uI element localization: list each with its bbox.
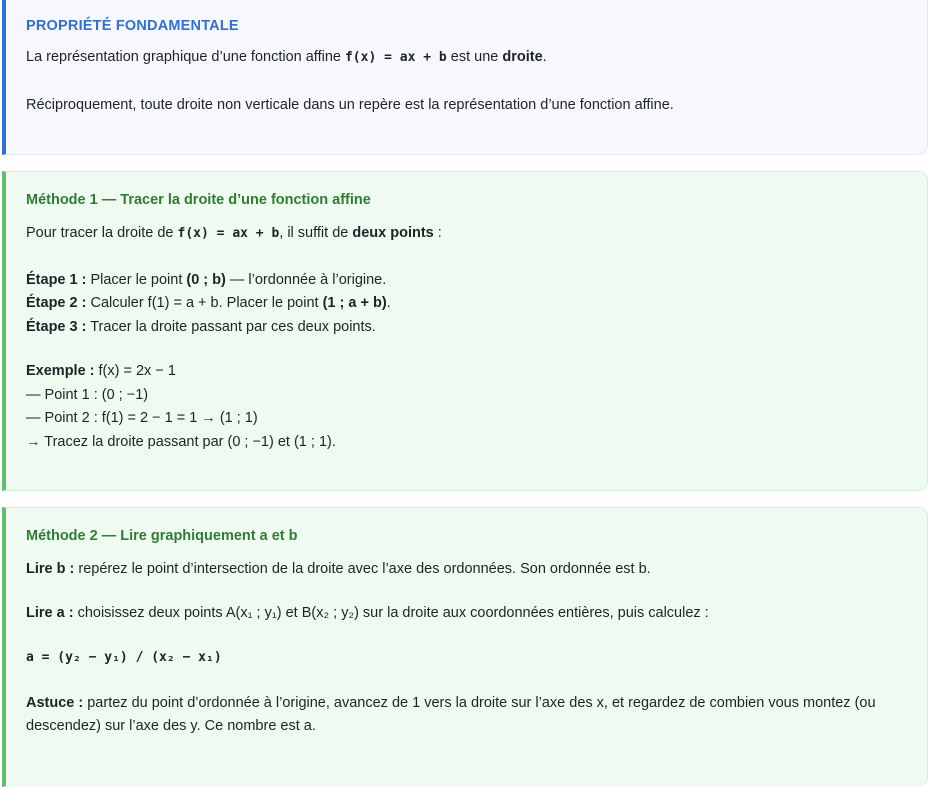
formula-inline: f(x) = ax + b	[177, 226, 280, 241]
methode1-card	[2, 171, 928, 491]
methode2-astuce-line-2: descendez) sur l’axe des y. Ce nombre est a.	[26, 718, 316, 734]
methode1-title: Méthode 1 — Tracer la droite d’une fonction affine	[26, 192, 371, 208]
methode2-lire-b: Lire b : repérez le point d’intersection de la droite avec l’axe des ordonnées. Son ordonnée est b.	[26, 561, 651, 577]
methode1-example-line-2: — Point 2 : f(1) = 2 − 1 = 1 → (1 ; 1)	[26, 410, 258, 426]
methode2-title: Méthode 2 — Lire graphiquement a et b	[26, 528, 298, 544]
formula-inline: f(x) = ax + b	[344, 50, 447, 65]
propriete-paragraph-2: Réciproquement, toute droite non verticale dans un repère est la représentation d’une fonction affine.	[26, 97, 674, 113]
methode2-formula: a = (y₂ − y₁) / (x₂ − x₁)	[26, 650, 222, 665]
propriete-card	[2, 0, 928, 155]
methode1-step-2: Étape 2 : Calculer f(1) = a + b. Placer le point (1 ; a + b).	[26, 295, 391, 311]
methode2-astuce-line-1: Astuce : partez du point d’ordonnée à l’origine, avancez de 1 vers la droite sur l’axe des x, et regardez de combien vous montez (ou	[26, 695, 876, 711]
methode1-intro: Pour tracer la droite de f(x) = ax + b, il suffit de deux points :	[26, 225, 442, 241]
methode1-example: Exemple : f(x) = 2x − 1	[26, 363, 176, 379]
methode2-card	[2, 507, 928, 787]
methode1-step-3: Étape 3 : Tracer la droite passant par ces deux points.	[26, 319, 376, 335]
methode1-example-line-1: — Point 1 : (0 ; −1)	[26, 387, 149, 403]
methode1-step-1: Étape 1 : Placer le point (0 ; b) — l’ordonnée à l’origine.	[26, 272, 387, 288]
methode1-example-line-3: → Tracez la droite passant par (0 ; −1) et (1 ; 1).	[26, 434, 336, 450]
methode2-lire-a: Lire a : choisissez deux points A(x₁ ; y₁) et B(x₂ ; y₂) sur la droite aux coordonnées entières, puis calculez :	[26, 605, 709, 621]
propriete-paragraph-1: La représentation graphique d’une fonction affine f(x) = ax + b est une droite.	[26, 49, 547, 65]
propriete-title: PROPRIÉTÉ FONDAMENTALE	[26, 18, 239, 34]
